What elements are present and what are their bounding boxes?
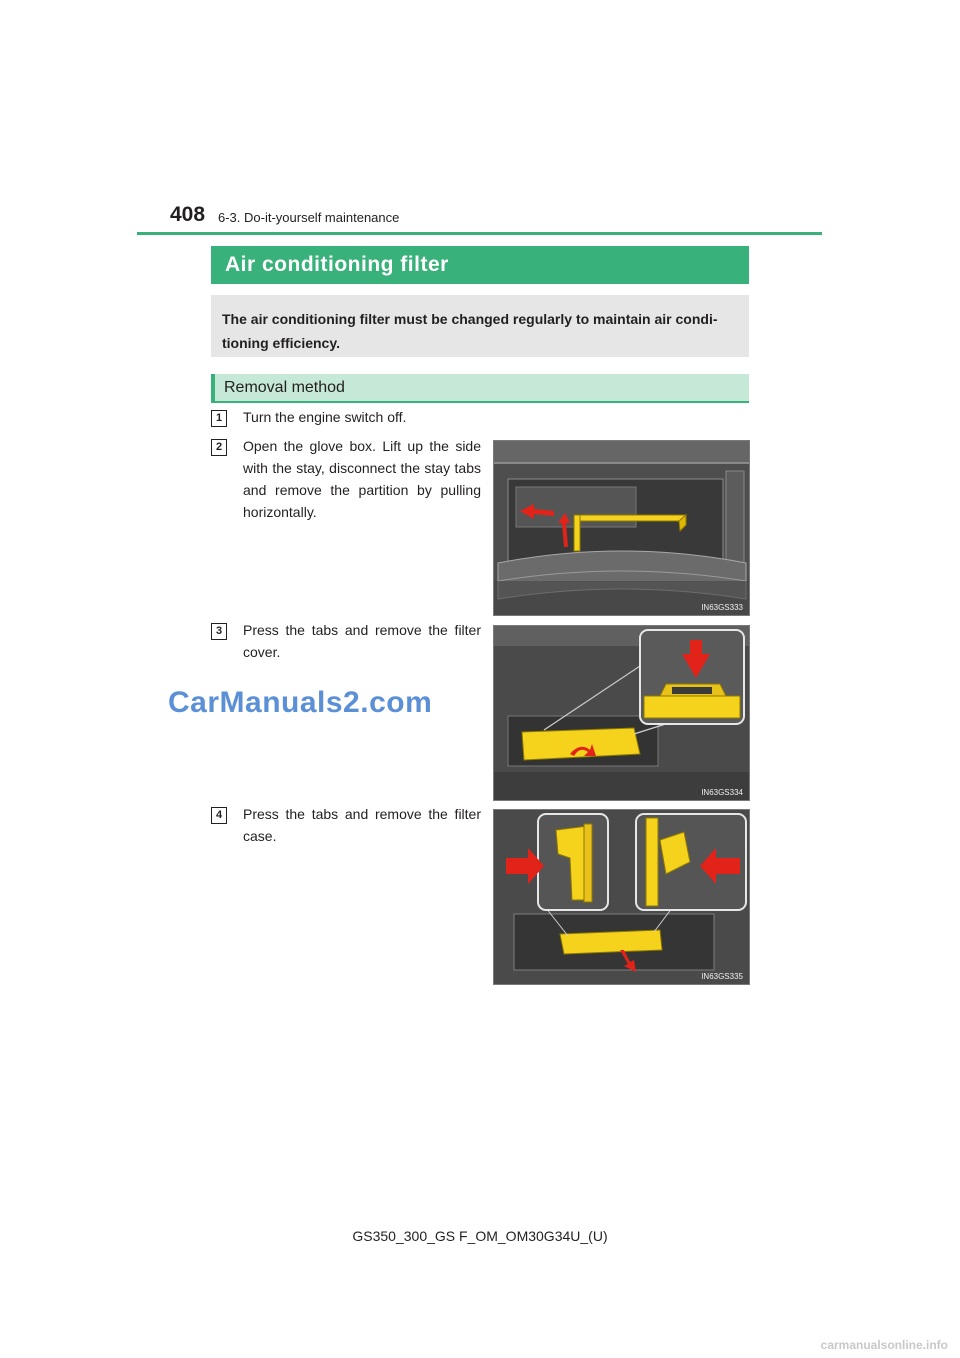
step-text: Press the tabs and remove the filter case. [243, 806, 481, 844]
footer-code: GS350_300_GS F_OM_OM30G34U_(U) [352, 1228, 608, 1244]
watermark-logo[interactable]: CarManuals2.com [168, 686, 433, 719]
intro-text: The air conditioning filter must be changed regularly to maintain air condi-tioning efficiency. [222, 311, 718, 351]
title-band [211, 246, 749, 284]
header-rule [137, 232, 822, 235]
page-number: 408 [170, 203, 206, 226]
step-text: Open the glove box. Lift up the side with the stay, disconnect the stay tabs and remove the partition by pulling horizontally. [243, 438, 481, 520]
step-text: Turn the engine switch off. [243, 409, 407, 425]
bottom-watermark[interactable]: carmanualsonline.info [820, 1338, 948, 1352]
intro-box [211, 295, 749, 357]
step-number: 3 [211, 623, 227, 640]
step-number: 1 [211, 410, 227, 427]
section-label: 6-3. Do-it-yourself maintenance [218, 210, 400, 225]
subsection-band [211, 374, 749, 403]
step-text: Press the tabs and remove the filter cover. [243, 622, 481, 660]
subsection-bar [211, 374, 215, 403]
subsection-title: Removal method [224, 379, 345, 396]
figure-code: IN63GS333 [701, 603, 743, 612]
step-number: 4 [211, 807, 227, 824]
figure-filter-case [493, 809, 750, 985]
figure-glove-box-partition [493, 440, 750, 616]
page-title: Air conditioning filter [225, 253, 449, 276]
step-number: 2 [211, 439, 227, 456]
figure-code: IN63GS334 [701, 788, 743, 797]
figure-code: IN63GS335 [701, 972, 743, 981]
figure-filter-cover [493, 625, 750, 801]
